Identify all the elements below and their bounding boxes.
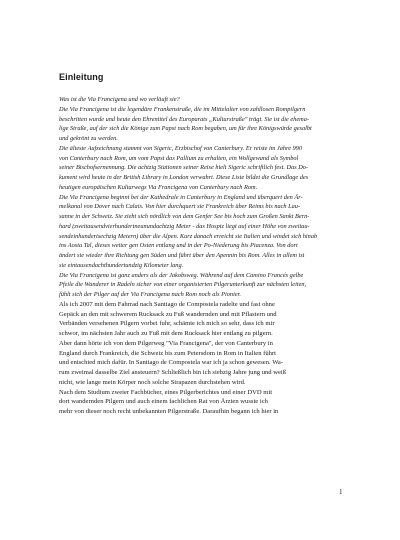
text-line: ändert sie wieder ihre Richtung gen Süden und führt über den Apennin bis Rom. Alles in allem ist (59, 252, 305, 259)
intro-question: Was ist die Via Francigena und wo verläuft sie? (59, 96, 180, 103)
text-line: hard (zweitausendvierhundertneunundachtzig Meter - das Hospiz liegt auf einer Höhe von zweitau- (59, 222, 310, 230)
section-heading: Einleitung (59, 72, 104, 82)
paragraph-2 (59, 144, 344, 193)
text-line: beschritten wurde und heute den Ehrentitel des Europarats „Kulturstraße" trägt. Sie ist die ehema- (59, 115, 309, 123)
text-line: heutigen europäischen Kulturwegs Via Francigena von Canterbury nach Rom. (59, 183, 258, 191)
page-number: 1 (339, 488, 343, 496)
text-line: Die Via Francigena ist ganz anders als der Jakobsweg. Während auf dem Camino Francés gelbe (59, 271, 304, 279)
paragraph-5 (59, 300, 344, 388)
text-line: Gepäck an den mit schwerem Rucksack zu Fuß wandernden und mit Pflastern und (59, 310, 277, 318)
text-line: mehr von dieser noch recht unbekannten Pilgerstraße. Daraufhin begann ich hier in (59, 408, 279, 415)
text-line: kument wird heute in der British Library in London verwahrt. Diese Liste bildet die Grundlage des (59, 174, 309, 181)
text-line: Die älteste Aufzeichnung stammt von Sigeric, Erzbischof von Canterbury. Er reiste im Jahre 990 (59, 144, 303, 152)
paragraph-4 (59, 271, 344, 300)
text-line: nicht, wie lange mein Körper noch solche Strapazen durchstehen wird. (59, 378, 246, 386)
text-line: lige Straße, auf der sich die Könige zum Papst nach Rom begaben, um für ihre Königswürde gesalbt (59, 125, 312, 133)
text-line: rum zweimal dasselbe Ziel ansteuern? Schließlich bin ich siebzig Jahre jung und weiß (59, 369, 287, 376)
text-line: melkanal von Dover nach Calais. Von hier durchquert sie Frankreich über Reims bis nach Lau- (59, 203, 301, 211)
paragraph-1 (59, 105, 344, 144)
text-line: fühlt sich der Pilger auf der Via Francigena nach Rom noch als Pionier. (59, 291, 241, 298)
text-line: Nach dem Studium zweier Fachbücher, eines Pilgerberichtes und einer DVD mit (59, 388, 273, 396)
text-line: schwor, im nächsten Jahr auch zu Fuß mit dem Rucksack hier entlang zu pilgern. (59, 330, 273, 337)
text-line: Aber dann hörte ich von dem Pilgerweg "Via Francigena", der von Canterbury in (59, 339, 273, 347)
text-line: und entschied mich dafür. In Santiago de Compostela war ich ja schon gewesen. Wa- (59, 359, 284, 367)
paragraph-6 (59, 388, 344, 417)
text-line: sendeinhundertsechzig Metern) über die Alpen. Kurz danach erreicht sie Italien und windet sich hinab (59, 232, 318, 240)
text-line: Die Via Francigena beginnt bei der Kathedrale in Canterbury in England und überquert den Är- (59, 193, 303, 201)
narrative-block (59, 300, 344, 417)
text-line: Verbänden versehenen Pilgern vorbei fuhr, schämte ich mich so sehr, dass ich mir (59, 320, 275, 328)
text-line: und gekrönt zu werden. (59, 135, 118, 142)
text-line: England durch Frankreich, die Schweiz bis zum Petersdom in Rom in Italien führt (59, 349, 276, 357)
paragraph-3 (59, 193, 344, 271)
body-text (59, 95, 344, 417)
text-line: ins Aosta Tal, dieses weiter gen Osten entlang und in der Po-Niederung bis Piacenza. Von dort (59, 242, 298, 250)
text-line: sanne in der Schweiz. Sie zieht sich nördlich von dem Genfer See bis hoch zum Großen Sankt Bern- (59, 213, 310, 220)
text-line: von Canterbury nach Rom, um vom Papst das Pallium zu erhalten, ein Wollgewand als Symbol (59, 154, 299, 162)
text-line: dort wandernden Pilgern und auch einem fachlichen Rat von Ärzten wusste ich (59, 398, 268, 406)
intro-block (59, 95, 344, 300)
text-line: Die Via Francigena ist die legendäre Frankenstraße, die im Mittelalter von zahllosen Rompilgern (59, 105, 306, 113)
text-line: seiner Bischofsernennung. Die achtzig Stationen seiner Reise hielt Sigeric schriftlich fest. Das Do- (59, 164, 309, 172)
text-line: Als ich 2007 mit dem Fahrrad nach Santiago de Compostela radelte und fast ohne (59, 300, 275, 308)
text-line: Pfeile die Wanderer in Radeln sicher von einer organisierten Pilgerunterkunft zur nächsten leiten, (59, 281, 307, 289)
text-line: sie eintausendachthundertundzig Kilometer lang. (59, 261, 184, 269)
